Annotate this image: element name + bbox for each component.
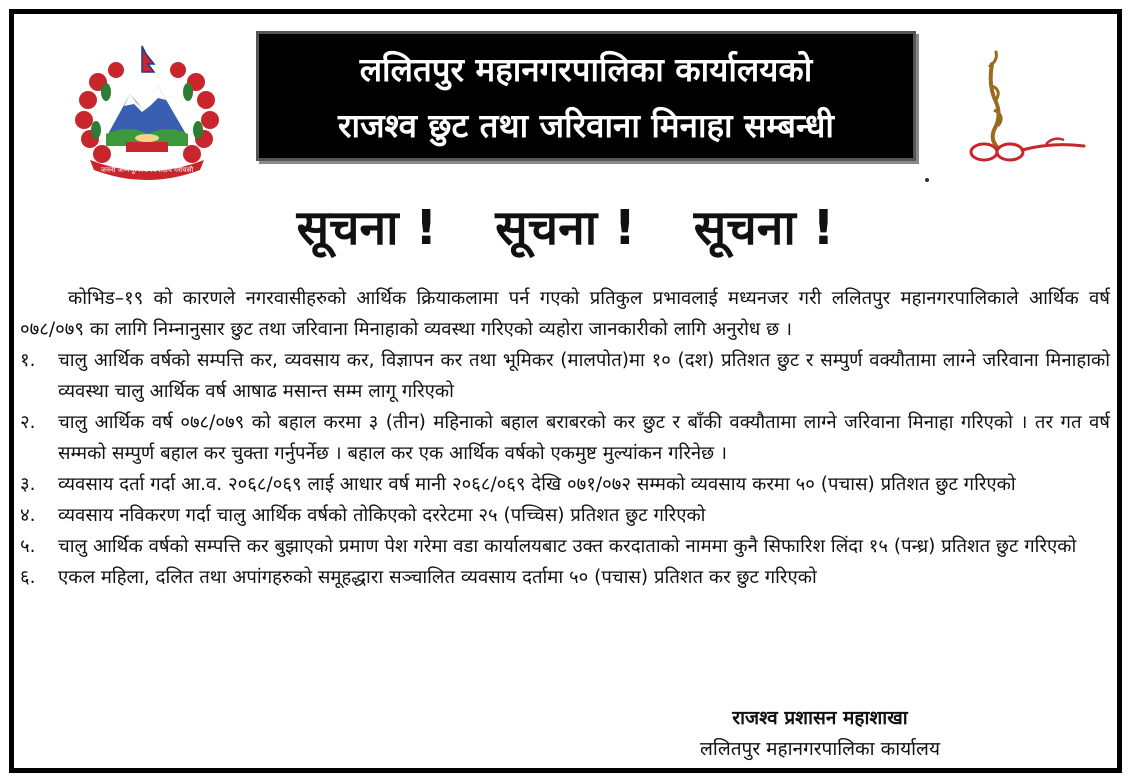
notice-title-box bbox=[256, 31, 916, 161]
nepal-coat-of-arms-icon bbox=[68, 42, 226, 182]
title-line-2: राजश्व छुट तथा जरिवाना मिनाहा सम्बन्धी bbox=[338, 106, 834, 145]
list-item bbox=[20, 500, 1110, 531]
item-text: व्यवसाय दर्ता गर्दा आ.व. २०६८/०६९ लाई आधार वर्ष मानी २०६८/०६९ देखि ०७१/०७२ सम्मको व्यवसाय करमा ५० (पचास) प्रतिशत छुट गरिएको bbox=[58, 474, 1016, 495]
stray-mark bbox=[925, 178, 929, 182]
emblem-motto: जननी जन्मभूमिश्च स्वर्गादपि गरीयसी bbox=[100, 166, 194, 174]
item-text: एकल महिला, दलित तथा अपांगहरुको समूहद्धारा सञ्चालित व्यवसाय दर्तामा ५० (पचास) प्रतिशत कर छुट गरिएको bbox=[58, 567, 817, 588]
item-number: ६. bbox=[20, 567, 36, 588]
item-number: २. bbox=[20, 412, 36, 433]
list-item bbox=[20, 345, 1110, 407]
notice-word-1: सूचना ! bbox=[296, 200, 438, 256]
list-item bbox=[20, 531, 1110, 562]
provision-list bbox=[20, 345, 1110, 593]
notice-word-3: सूचना ! bbox=[693, 200, 835, 256]
list-item bbox=[20, 562, 1110, 593]
item-text: चालु आर्थिक वर्षको सम्पत्ति कर बुझाएको प्रमाण पेश गरेमा वडा कार्यालयबाट उक्त करदाताको नाममा कुनै सिफारिश लिंदा १५ (पन्ध्र) प्रतिशत छुट गरिएको bbox=[58, 536, 1077, 557]
item-number: ४. bbox=[20, 505, 36, 526]
signature-block bbox=[640, 703, 1000, 765]
notice-word-2: सूचना ! bbox=[495, 200, 636, 256]
item-number: १. bbox=[20, 350, 36, 371]
list-item bbox=[20, 469, 1110, 500]
item-text: चालु आर्थिक वर्ष ०७८/०७९ को बहाल करमा ३ (तीन) महिनाको बहाल बराबरको कर छुट र बाँकी वक्यौतामा लाग्ने जरिवाना मिनाहा गरिएको । तर गत वर्ष सम्मको सम्पुर्ण बहाल कर चुक्ता गर्नुपर्नेछ । बहाल कर एक आर्थिक वर्षको एकमुष्ट मुल्यांकन गरिनेछ । bbox=[58, 412, 1110, 464]
item-number: ३. bbox=[20, 474, 36, 495]
item-text: व्यवसाय नविकरण गर्दा चालु आर्थिक वर्षको तोकिएको दररेटमा २५ (पच्चिस) प्रतिशत छुट गरिएको bbox=[58, 505, 706, 526]
signature-office: ललितपुर महानगरपालिका कार्यालय bbox=[700, 738, 940, 760]
title-line-1: ललितपुर महानगरपालिका कार्यालयको bbox=[359, 50, 813, 89]
signature-department: राजश्व प्रशासन महाशाखा bbox=[732, 707, 908, 729]
intro-paragraph: कोभिड–१९ को कारणले नगरवासीहरुको आर्थिक क्रियाकलामा पर्न गएको प्रतिकुल प्रभावलाई मध्यनजर गरी ललितपुर महानगरपालिकाले आर्थिक वर्ष ०७८/०७९ का लागि निम्नानुसार छुट तथा जरिवाना मिनाहाको व्यवस्था गरिएको व्यहोरा जानकारीको लागि अनुरोध छ । bbox=[20, 288, 1110, 340]
item-number: ५. bbox=[20, 536, 36, 557]
item-text: चालु आर्थिक वर्षको सम्पत्ति कर, व्यवसाय कर, विज्ञापन कर तथा भूमिकर (मालपोत)मा १० (दश) प्रतिशत छुट र सम्पुर्ण वक्यौतामा लाग्ने जरिवाना मिनाहाको व्यवस्था चालु आर्थिक वर्ष आषाढ मसान्त सम्म लागू गरिएको bbox=[58, 350, 1110, 402]
notice-body bbox=[20, 283, 1110, 593]
list-item bbox=[20, 407, 1110, 469]
notice-heading bbox=[0, 190, 1131, 266]
lalitpur-metropolitan-logo-icon bbox=[962, 46, 1092, 176]
